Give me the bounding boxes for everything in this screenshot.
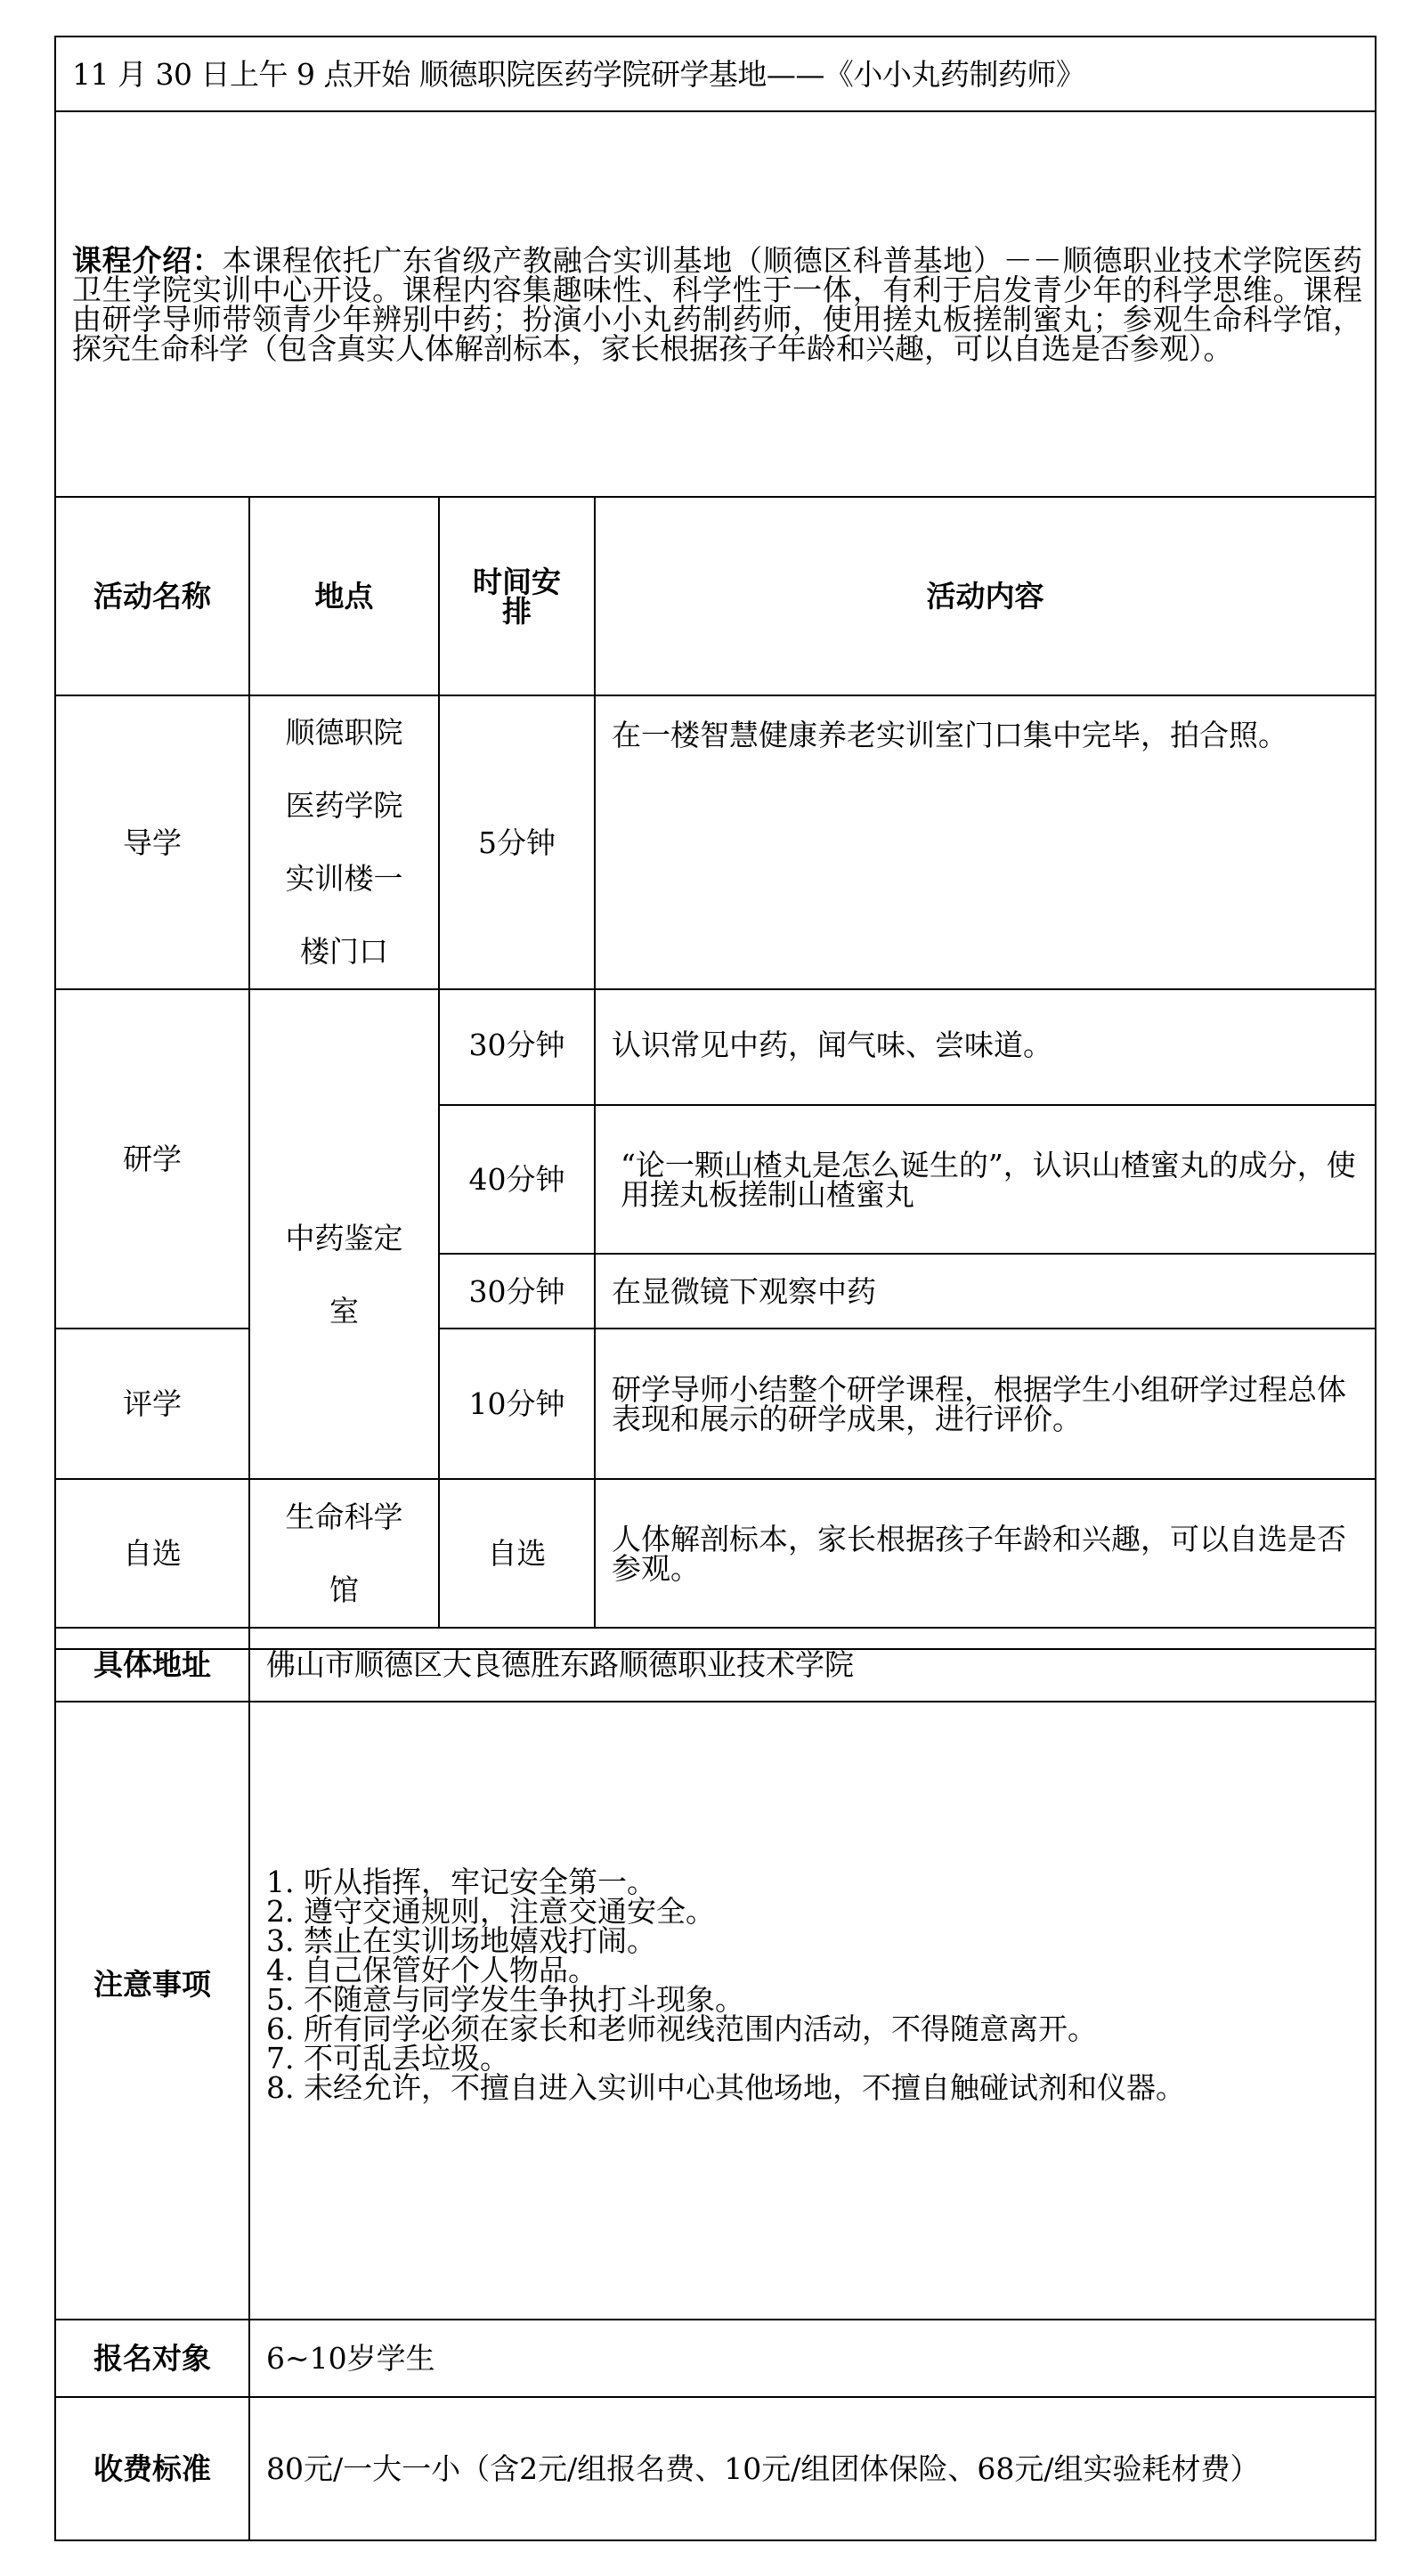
location-line: 馆 <box>329 1572 359 1607</box>
header-activity: 活动名称 <box>55 497 249 695</box>
activity-time: 10分钟 <box>439 1329 595 1479</box>
course-schedule-table <box>54 36 1376 1702</box>
activity-time: 30分钟 <box>439 1254 595 1329</box>
header-location: 地点 <box>249 497 439 695</box>
location-line: 室 <box>329 1294 359 1329</box>
location-line: 楼门口 <box>300 934 388 969</box>
location-line: 顺德职院 <box>285 715 403 750</box>
fee-row <box>55 2397 1376 2540</box>
table-row <box>55 1479 1376 1628</box>
activity-name: 研学 <box>55 989 249 1329</box>
activity-name: 导学 <box>55 695 249 989</box>
table-row <box>55 989 1376 1105</box>
note-item: 4. 自己保管好个人物品。 <box>266 1952 597 1987</box>
notes-list <box>249 1649 1376 2320</box>
activity-content <box>595 1479 1376 1628</box>
activity-content <box>595 1254 1376 1329</box>
notes-row <box>55 1649 1376 2320</box>
activity-time: 自选 <box>439 1479 595 1628</box>
header-time <box>439 497 595 695</box>
event-title <box>55 37 1376 111</box>
activity-time: 40分钟 <box>439 1105 595 1254</box>
activity-content-text: 在一楼智慧健康养老实训室门口集中完毕，拍合照。 <box>612 718 1287 752</box>
table-row <box>55 695 1376 989</box>
header-time-line1: 时间安 <box>473 564 561 599</box>
activity-name: 评学 <box>55 1329 249 1479</box>
audience-row <box>55 2320 1376 2397</box>
course-intro <box>55 111 1376 497</box>
address-value: 佛山市顺德区大良德胜东路顺德职业技术学院 <box>249 1628 1376 1702</box>
header-content: 活动内容 <box>595 497 1376 695</box>
note-item: 3. 禁止在实训场地嬉戏打闹。 <box>266 1922 656 1958</box>
activity-content-text: 人体解剖标本，家长根据孩子年龄和兴趣，可以自选是否参观。 <box>612 1521 1346 1586</box>
location-line: 生命科学 <box>285 1499 403 1534</box>
course-intro-label: 课程介绍： <box>72 242 223 278</box>
activity-content-text: 研学导师小结整个研学课程，根据学生小组研学过程总体表现和展示的研学成果，进行评价。 <box>612 1371 1346 1436</box>
activity-time: 30分钟 <box>439 989 595 1105</box>
location-line: 实训楼一 <box>285 861 403 896</box>
note-item: 8. 未经允许，不擅自进入实训中心其他场地，不擅自触碰试剂和仪器。 <box>266 2069 1185 2105</box>
activity-location <box>249 1479 439 1628</box>
fee-value: 80元/一大一小（含2元/组报名费、10元/组团体保险、68元/组实验耗材费） <box>249 2397 1376 2540</box>
note-item: 6. 所有同学必须在家长和老师视线范围内活动，不得随意离开。 <box>266 2011 1097 2046</box>
activity-location <box>249 989 439 1479</box>
activity-name: 自选 <box>55 1479 249 1628</box>
location-line: 医药学院 <box>285 788 403 823</box>
activity-content <box>595 1329 1376 1479</box>
activity-time: 5分钟 <box>439 695 595 989</box>
location-line: 中药鉴定 <box>285 1221 403 1255</box>
activity-content <box>595 695 1376 989</box>
note-item: 7. 不可乱丢垃圾。 <box>266 2040 509 2076</box>
course-info-table <box>54 1648 1376 2541</box>
schedule-header-row <box>55 497 1376 695</box>
note-item: 1. 听从指挥，牢记安全第一。 <box>266 1864 656 1899</box>
activity-content <box>595 1105 1376 1254</box>
activity-location <box>249 695 439 989</box>
address-label: 具体地址 <box>55 1628 249 1702</box>
activity-content-text: 在显微镜下观察中药 <box>612 1273 876 1309</box>
note-item: 5. 不随意与同学发生争执打斗现象。 <box>266 1981 744 2017</box>
header-time-line2: 排 <box>502 593 532 629</box>
audience-value: 6~10岁学生 <box>249 2320 1376 2397</box>
audience-label: 报名对象 <box>55 2320 249 2397</box>
activity-content-text: 认识常见中药，闻气味、尝味道。 <box>612 1028 1052 1062</box>
notes-label: 注意事项 <box>55 1649 249 2320</box>
activity-content <box>595 989 1376 1105</box>
event-title-text: 11 月 30 日上午 9 点开始 顺德职院医药学院研学基地——《小小丸药制药师》 <box>72 56 1085 92</box>
fee-label: 收费标准 <box>55 2397 249 2540</box>
activity-content-text: “论一颗山楂丸是怎么诞生的”，认识山楂蜜丸的成分，使用搓丸板搓制山楂蜜丸 <box>621 1147 1356 1212</box>
note-item: 2. 遵守交通规则，注意交通安全。 <box>266 1893 715 1929</box>
course-intro-text: 本课程依托广东省级产教融合实训基地（顺德区科普基地）－－顺德职业技术学院医药卫生学院实训中心开设。课程内容集趣味性、科学性于一体，有利于启发青少年的科学思维。课程由研学导师带领青少年辨别中药；扮演小小丸药制药师，使用搓丸板搓制蜜丸；参观生命科学馆，探究生命科学（包含真实人体解剖标本，家长根据孩子年龄和兴趣，可以自选是否参观）。 <box>72 242 1363 366</box>
